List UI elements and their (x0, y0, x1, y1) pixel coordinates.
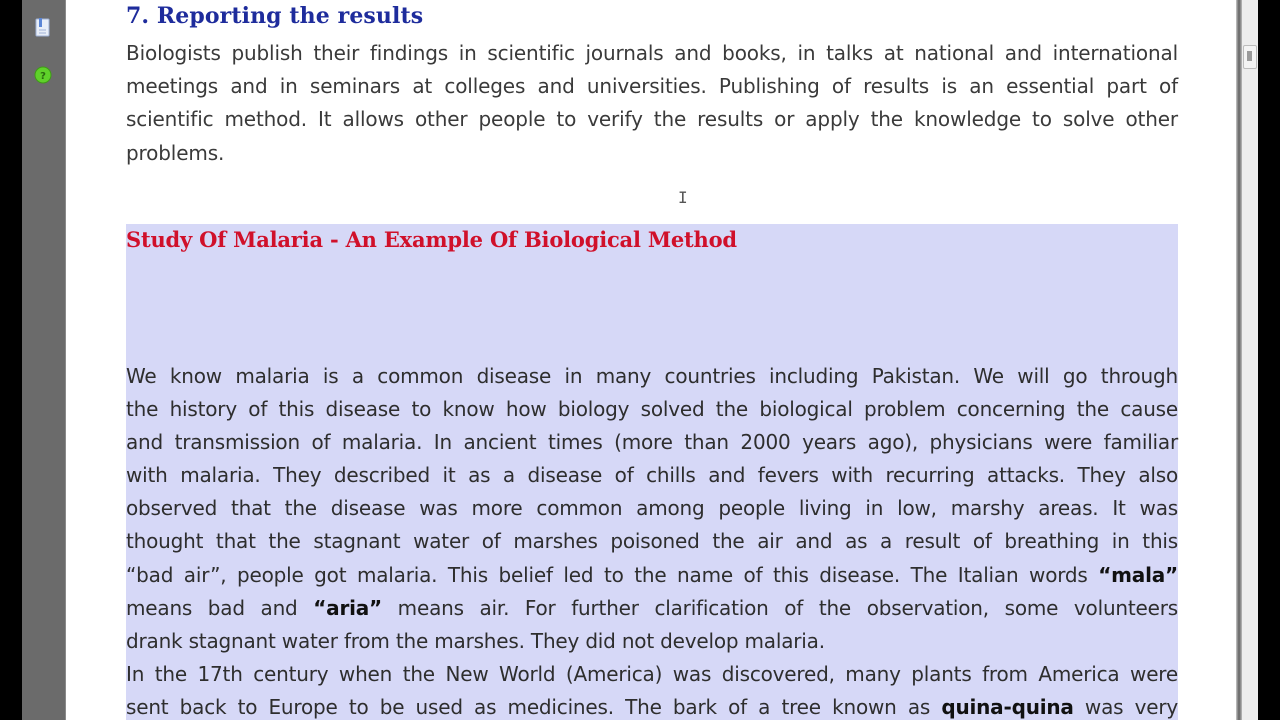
svg-text:?: ? (40, 71, 46, 82)
text-line: We know malaria is a common disease in many countries including Pakistan. We will go through (126, 364, 1178, 388)
vertical-scrollbar[interactable] (1242, 0, 1258, 720)
text-line: thought that the stagnant water of marshes poisoned the air and as a result of breathing in this (126, 529, 1178, 554)
scrollbar-thumb[interactable] (1243, 45, 1257, 69)
text-line (126, 592, 1178, 625)
help-icon[interactable] (34, 66, 52, 84)
text-line: observed that the disease was more common among people living in low, marshy areas. It was (126, 496, 1178, 521)
text-line: and transmission of malaria. In ancient times (more than 2000 years ago), physicians were familiar (126, 430, 1178, 455)
text-line: drank stagnant water from the marshes. They did not develop malaria. (126, 628, 825, 653)
text-run: sent back to Europe to be used as medicines. The bark of a tree known as (126, 694, 942, 719)
text-line: meetings and in seminars at colleges and universities. Publishing of results is an essential part of (126, 74, 1178, 99)
text-run: “bad air”, people got malaria. This belief led to the name of this disease. The Italian words (126, 562, 1099, 587)
text-line: with malaria. They described it as a disease of chills and fevers with recurring attacks. They also (126, 463, 1178, 488)
text-line: the history of this disease to know how biology solved the biological problem concerning the cause (126, 397, 1178, 422)
text-cursor-ibeam-icon: I (678, 188, 688, 207)
text-run: was very (1073, 694, 1178, 719)
section-heading-reporting: 7. Reporting the results (126, 3, 424, 29)
text-line: problems. (126, 140, 225, 165)
reporting-paragraph (126, 37, 1178, 170)
text-run: means air. For further clarification of the observation, some volunteers (382, 595, 1178, 620)
viewer-sidebar (22, 0, 66, 720)
bold-term-quina-quina: quina-quina (941, 694, 1074, 719)
text-line: In the 17th century when the New World (America) was discovered, many plants from America were (126, 661, 1178, 686)
text-line: Biologists publish their findings in scientific journals and books, in talks at national and international (126, 41, 1178, 65)
text-line (126, 691, 1178, 720)
bold-term-mala: “mala” (1098, 562, 1178, 587)
pages-panel-icon[interactable] (34, 18, 52, 36)
document-page (66, 0, 1236, 720)
bold-term-aria: “aria” (313, 595, 383, 620)
malaria-paragraph (126, 360, 1178, 720)
text-run: means bad and (126, 595, 314, 620)
screen-border-right (1258, 0, 1280, 720)
text-line (126, 559, 1178, 592)
screen-border-left (0, 0, 22, 720)
text-line: scientific method. It allows other people to verify the results or apply the knowledge to solve other (126, 107, 1178, 132)
section-heading-malaria: Study Of Malaria - An Example Of Biological Method (126, 227, 737, 252)
